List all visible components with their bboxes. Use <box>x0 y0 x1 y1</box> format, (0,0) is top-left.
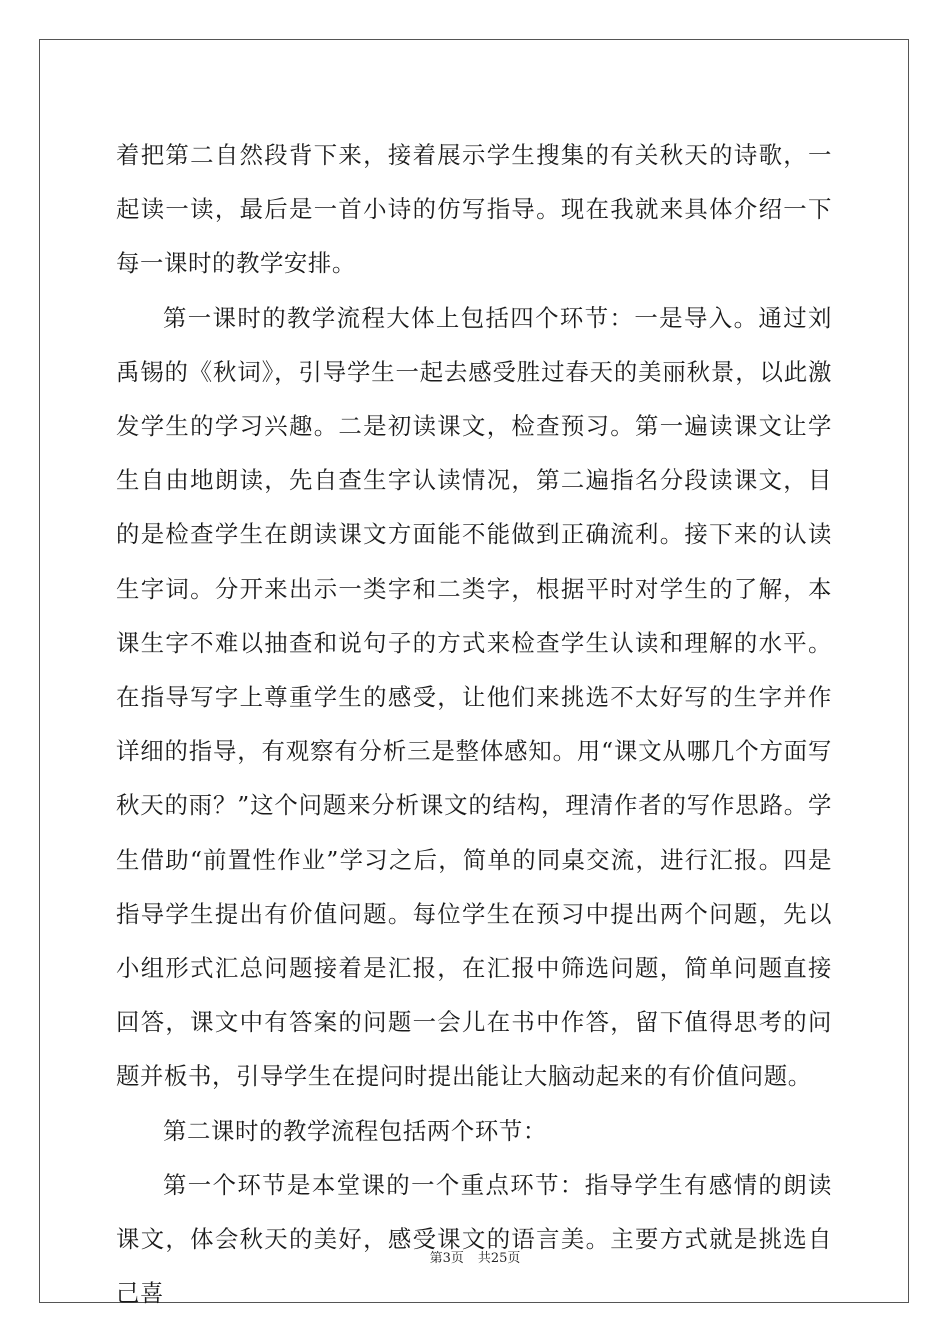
paragraph-1: 着把第二自然段背下来，接着展示学生搜集的有关秋天的诗歌，一起读一读，最后是一首小诗的仿写指导。现在我就来具体介绍一下每一课时的教学安排。 <box>116 141 832 278</box>
total-pages-label: 共25页 <box>477 1251 521 1266</box>
paragraph-2: 第一课时的教学流程大体上包括四个环节：一是导入。通过刘禹锡的《秋词》，引导学生一起去感受胜过春天的美丽秋景，以此激发学生的学习兴趣。二是初读课文，检查预习。第一遍读课文让学生自由地朗读，先自查生字认读情况，第二遍指名分段读课文，目的是检查学生在朗读课文方面能不能做到正确流利。接下来的认读生字词。分开来出示一类字和二类字，根据平时对学生的了解，本课生字不难以抽查和说句子的方式来检查学生认读和理解的水平。在指导写字上尊重学生的感受，让他们来挑选不太好写的生字并作详细的指导，有观察有分析三是整体感知。用“课文从哪几个方面写秋天的雨？”这个问题来分析课文的结构，理清作者的写作思路。学生借助“前置性作业”学习之后，简单的同桌交流，进行汇报。四是指导学生提出有价值问题。每位学生在预习中提出两个问题，先以小组形式汇总问题接着是汇报，在汇报中筛选问题，简单问题直接回答，课文中有答案的问题一会儿在书中作答，留下值得思考的问题并板书，引导学生在提问时提出能让大脑动起来的有价值问题。 <box>116 303 832 1091</box>
paragraph-3: 第二课时的教学流程包括两个环节： <box>163 1116 547 1145</box>
current-page-label: 第3页 <box>429 1251 464 1266</box>
paragraph-4: 第一个环节是本堂课的一个重点环节：指导学生有感情的朗读课文，体会秋天的美好，感受课文的语言美。主要方式就是挑选自己喜 <box>116 1170 832 1308</box>
document-body <box>116 128 832 1320</box>
page-footer <box>0 1247 950 1266</box>
